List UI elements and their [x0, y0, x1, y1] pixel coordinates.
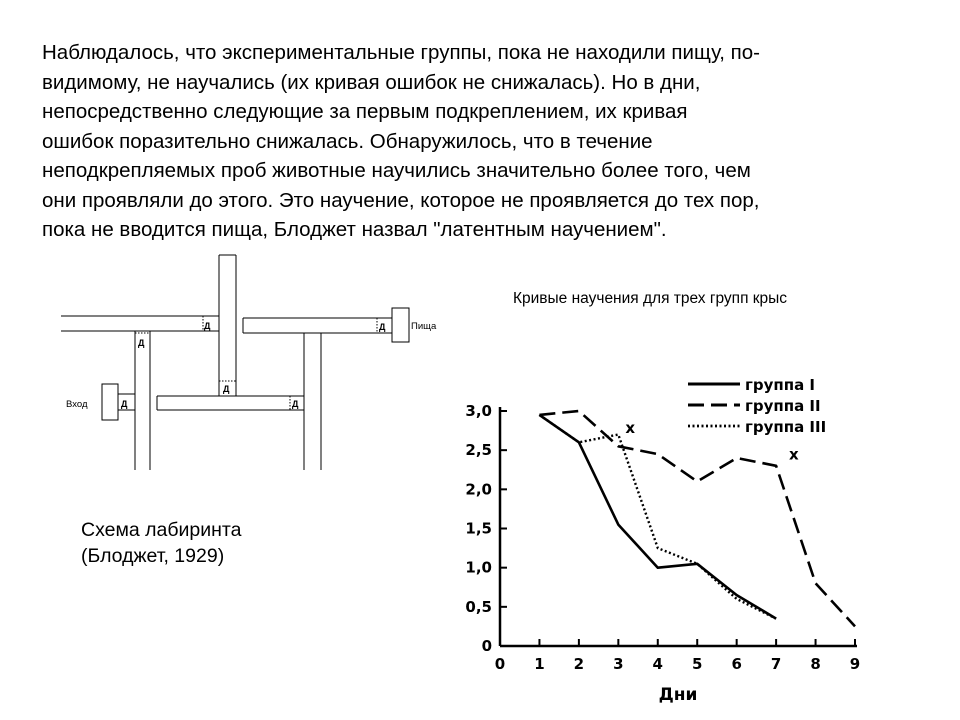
chart-legend — [688, 376, 826, 436]
chart-annotation: x — [625, 418, 636, 437]
food-label: Пища — [411, 321, 437, 332]
y-tick-label: 1,0 — [465, 558, 492, 577]
door-label: Д — [223, 384, 230, 394]
maze-caption-line: (Блоджет, 1929) — [81, 545, 225, 567]
x-tick-label: 6 — [731, 655, 742, 673]
chart-annotation: x — [789, 445, 799, 464]
maze-doors — [118, 316, 377, 410]
maze-walls — [61, 255, 409, 470]
description-paragraph — [42, 38, 922, 245]
food-box — [392, 308, 409, 342]
paragraph-line: они проявляли до этого. Это научение, которое не проявляется до тех пор, — [42, 188, 760, 212]
paragraph-line: пока не вводится пища, Блоджет назвал "латентным научением". — [42, 218, 667, 241]
y-tick-label: 0 — [481, 637, 492, 655]
paragraph-line: непосредственно следующие за первым подкреплением, их кривая — [42, 100, 688, 123]
x-tick-label: 1 — [534, 655, 545, 673]
entry-label: Вход — [66, 399, 88, 410]
paragraph-line: неподкрепляемых проб животные научились значительно более того, чем — [42, 159, 751, 182]
maze-caption-line: Схема лабиринта — [81, 519, 242, 541]
door-label: Д — [121, 399, 128, 409]
legend-label-3: группа III — [745, 418, 827, 436]
paragraph-line: видимому, не научались (их кривая ошибок не снижалась). Но в дни, — [42, 70, 701, 94]
legend-label-2: группа II — [745, 397, 821, 415]
chart-ticks — [465, 402, 860, 673]
y-tick-label: 0,5 — [465, 597, 492, 616]
x-tick-label: 8 — [810, 655, 821, 673]
x-tick-label: 3 — [613, 655, 624, 673]
x-tick-label: 5 — [692, 655, 703, 673]
maze-caption — [81, 517, 241, 569]
x-tick-label: 7 — [770, 655, 782, 673]
legend-label-1: группа I — [745, 376, 816, 394]
x-tick-label: 4 — [652, 655, 663, 673]
x-tick-label: 9 — [849, 655, 861, 673]
paragraph-line: Наблюдалось, что экспериментальные группы, пока не находили пищу, по- — [42, 41, 761, 64]
y-tick-label: 1,5 — [465, 519, 492, 538]
x-tick-label: 0 — [494, 655, 506, 673]
series-line-1 — [539, 415, 776, 619]
chart-axes — [500, 407, 857, 646]
y-tick-label: 2,5 — [465, 441, 492, 460]
chart-title: Кривые научения для трех групп крыс — [513, 290, 788, 307]
y-tick-label: 2,0 — [465, 480, 492, 499]
paragraph-line: ошибок поразительно снижалась. Обнаружилось, что в течение — [42, 129, 653, 153]
entry-box — [102, 384, 118, 420]
door-label: Д — [379, 322, 386, 332]
door-label: Д — [204, 321, 211, 331]
y-tick-label: 3,0 — [465, 402, 492, 420]
series-line-2 — [539, 411, 855, 626]
x-axis-label: Дни — [658, 685, 698, 705]
x-tick-label: 2 — [573, 655, 585, 673]
door-label: Д — [292, 399, 299, 409]
series-line-3 — [539, 415, 776, 619]
chart-annotations — [625, 419, 799, 464]
chart-series — [539, 411, 855, 626]
door-label: Д — [138, 338, 145, 348]
